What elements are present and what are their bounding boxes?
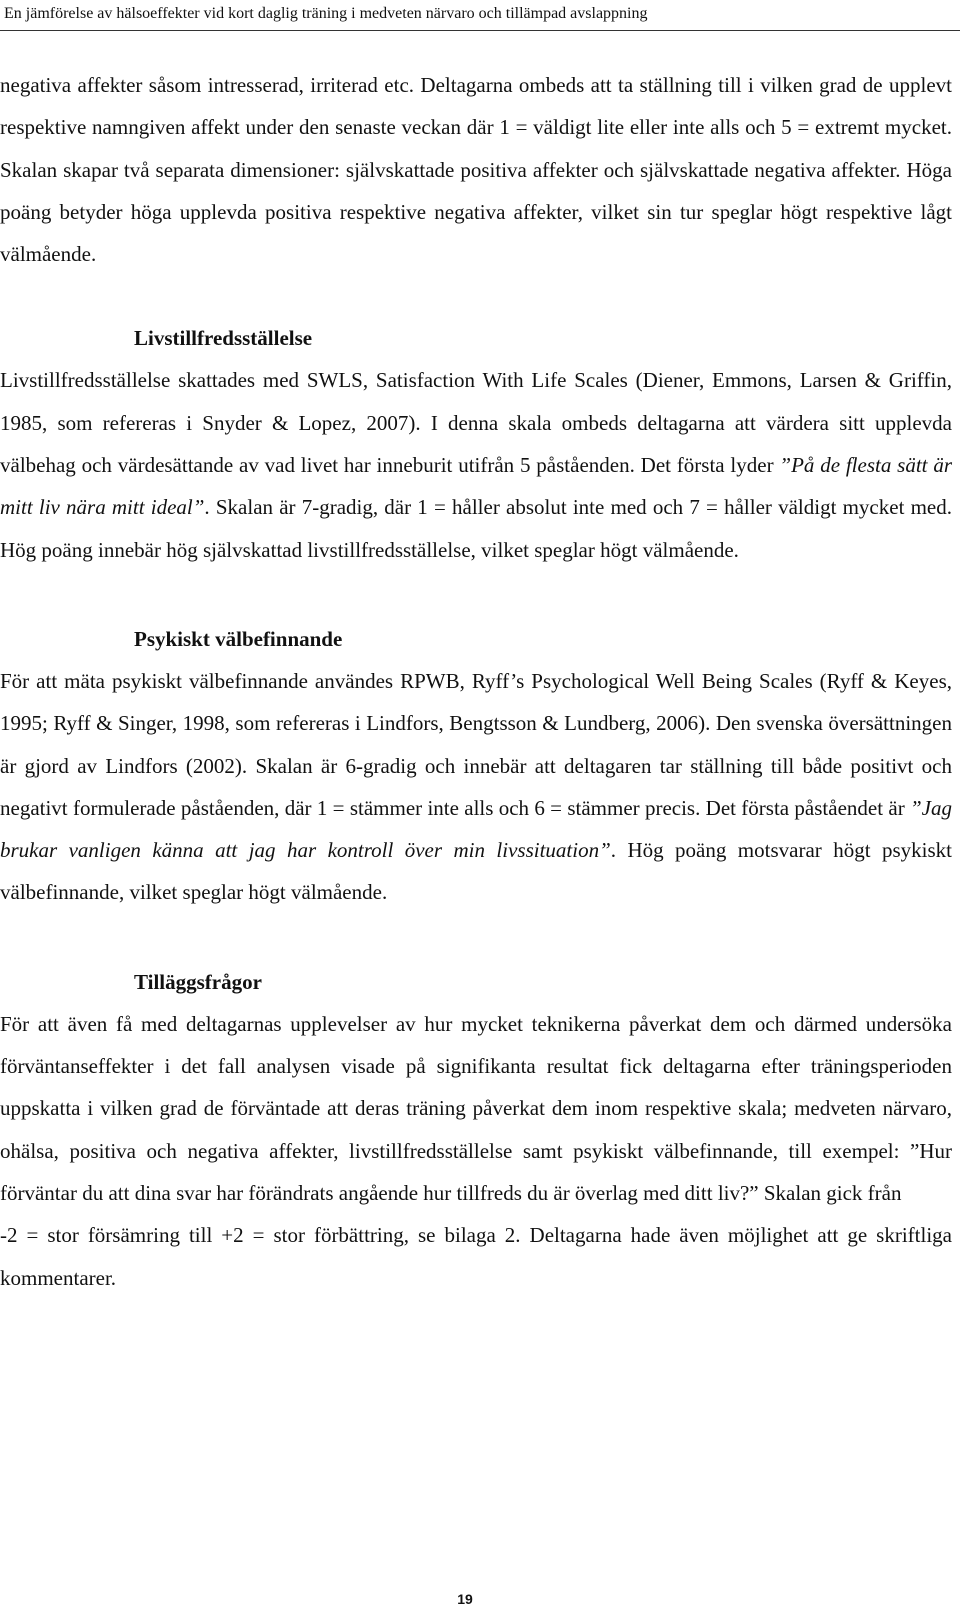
quoted-item: ”På de flesta sätt är mitt liv nära mitt ideal” — [0, 453, 952, 520]
paragraph-text: Livstillfredsställelse skattades med SWLS, Satisfaction With Life Scales (Diener, Emmons, Larsen & Griffin, 1985, som refereras i Snyder & Lopez, 2007). I denna skala ombeds deltagarna att värdera sitt upplevda välbehag och värdesättande av vad livet har inneburit utifrån 5 påståenden. Det första lyder — [0, 368, 952, 478]
paragraph-text: . Skalan är 7-gradig, där 1 = håller absolut inte med och 7 = håller väldigt mycket med. Hög poäng innebär hög självskattad livstillfredsställelse, vilket speglar högt välmående. — [0, 495, 952, 562]
section-paragraph-tillaggsfragor — [0, 1003, 952, 1214]
paragraph-text: För att även få med deltagarnas upplevelser av hur mycket teknikerna påverkat dem och därmed undersöka förväntanseffekter i det fall analysen visade på signifikanta resultat fick deltagarna efter träningsperioden uppskatta i vilken grad de förväntade att deras träning påverkat dem inom respektive skala; medveten närvaro, ohälsa, positiva och negativa affekter, livstillfredsställelse samt psykiskt välbefinnande, till exempel: ”Hur förväntar du att dina svar har förändrats angående hur tillfreds du är överlag med ditt liv?” Skalan gick från — [0, 1011, 952, 1205]
section-paragraph-psykiskt-valbefinnande — [0, 660, 952, 914]
paragraph-text: För att mäta psykiskt välbefinnande användes RPWB, Ryff’s Psychological Well Being Scales (Ryff & Keyes, 1995; Ryff & Singer, 1998, som refereras i Lindfors, Bengtsson & Lundberg, 2006). Den svenska översättningen är gjord av Lindfors (2002). Skalan är 6-gradig och innebär att deltagaren tar ställning till både positivt och negativt formulerade påståenden, där 1 = stämmer inte alls och 6 = stämmer precis. Det första påståendet är — [0, 668, 952, 820]
running-header: En jämförelse av hälsoeffekter vid kort daglig träning i medveten närvaro och tillämpad avslappning — [4, 5, 648, 22]
paragraph-text: -2 = stor försämring till +2 = stor förbättring, se bilaga 2. Deltagarna hade även möjlighet att ge skriftliga kommentarer. — [0, 1223, 952, 1290]
section-heading-livstillfredsstallelse: Livstillfredsställelse — [134, 326, 313, 351]
intro-paragraph — [0, 64, 952, 275]
page-number: 19 — [457, 1591, 473, 1607]
paragraph-text: . Hög poäng motsvarar högt psykiskt välbefinnande, vilket speglar högt välmående. — [0, 838, 952, 905]
section-heading-tillaggsfragor: Tilläggsfrågor — [134, 969, 262, 994]
section-paragraph-tillaggsfragor-continued — [0, 1214, 952, 1299]
header-divider — [0, 30, 960, 31]
document-body — [0, 64, 952, 1299]
section-paragraph-livstillfredsstallelse — [0, 359, 952, 570]
intro-text: negativa affekter såsom intresserad, irriterad etc. Deltagarna ombeds att ta ställning till i vilken grad de upplevt respektive namngiven affekt under den senaste veckan där 1 = väldigt lite eller inte alls och 5 = extremt mycket. Skalan skapar två separata dimensioner: självskattade positiva affekter och självskattade negativa affekter. Höga poäng betyder höga upplevda positiva respektive negativa affekter, vilket sin tur speglar högt respektive lågt välmående. — [0, 73, 952, 267]
quoted-item: ”Jag brukar vanligen känna att jag har kontroll över min livssituation” — [0, 795, 952, 863]
section-heading-psykiskt-valbefinnande: Psykiskt välbefinnande — [134, 626, 343, 651]
